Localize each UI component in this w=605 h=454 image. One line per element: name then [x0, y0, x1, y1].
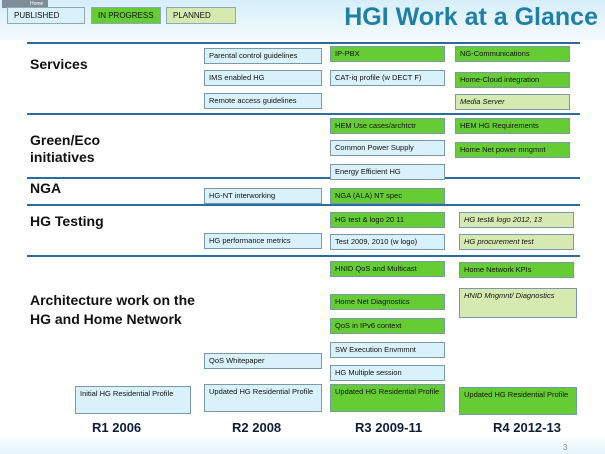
item-qos-whitepaper: QoS Whitepaper — [204, 353, 322, 369]
item-media-server: Media Server — [455, 94, 570, 110]
item-sw-execution-env: SW Execution Envmmnt — [330, 342, 445, 358]
item-updated-hg-profile-r2: Updated HG Residential Profile — [204, 384, 322, 412]
section-architecture: Architecture work on the HG and Home Network — [30, 292, 195, 327]
divider-line — [27, 177, 580, 179]
section-nga: NGA — [30, 180, 62, 196]
footer-background — [0, 435, 605, 454]
release-r1: R1 2006 — [92, 420, 142, 435]
item-qos-ipv6: QoS in IPv6 context — [330, 318, 445, 334]
item-ng-communications: NG-Communications — [455, 46, 570, 62]
item-updated-hg-profile-r3: Updated HG Residential Profile — [330, 384, 445, 412]
section-hg-testing: HG Testing — [30, 213, 104, 229]
item-home-network-kpis: Home Network KPIs — [459, 262, 574, 278]
section-green-eco: Green/Eco initiatives — [30, 132, 101, 165]
item-home-net-diagnostics: Home Net Diagnostics — [330, 294, 445, 310]
item-hem-hg-requirements: HEM HG Requirements — [455, 118, 570, 134]
item-hem-use-cases: HEM Use cases/archtctr — [330, 118, 445, 134]
divider-line — [27, 113, 580, 115]
item-hg-procurement-test: HG procurement test — [459, 234, 574, 250]
divider-line — [27, 204, 580, 206]
item-nga-nt-spec: NGA (ALA) NT spec — [330, 188, 445, 204]
item-updated-hg-profile-r4: Updated HG Residential Profile — [459, 387, 577, 415]
item-hg-test-logo-2012: HG test& logo 2012, 13 — [459, 212, 574, 228]
item-hg-multiple-session: HG Multiple session — [330, 365, 445, 381]
item-cat-iq-profile: CAT-iq profile (w DECT F) — [330, 70, 445, 86]
item-initial-hg-profile: Initial HG Residential Profile — [75, 386, 191, 414]
section-services: Services — [30, 56, 88, 72]
item-parental-control: Parental control guidelines — [204, 48, 322, 64]
page-number: 3 — [563, 443, 568, 452]
legend-in-progress: IN PROGRESS — [91, 7, 161, 24]
page-title: HGI Work at a Glance — [344, 3, 598, 31]
item-hg-nt-interworking: HG-NT interworking — [204, 188, 322, 204]
release-r4: R4 2012-13 — [493, 420, 561, 435]
item-hnid-qos-multicast: HNID QoS and Multicast — [330, 261, 445, 277]
divider-line — [27, 42, 580, 44]
release-r2: R2 2008 — [232, 420, 282, 435]
item-hg-test-logo-2011: HG test & logo 20 11 — [330, 212, 445, 228]
item-home-net-power: Home Net power mngmnt — [455, 142, 570, 158]
legend-planned: PLANNED — [166, 7, 236, 24]
release-r3: R3 2009-11 — [355, 420, 423, 435]
item-hnid-mngmnt-diagnostics: HNID Mngmnt/ Diagnostics — [459, 288, 577, 318]
item-common-power-supply: Common Power Supply — [330, 140, 445, 156]
legend-published: PUBLISHED — [7, 7, 85, 24]
item-home-cloud: Home-Cloud integration — [455, 72, 570, 88]
item-energy-efficient-hg: Energy Efficient HG — [330, 164, 445, 180]
logo-text: Home — [30, 1, 44, 7]
item-ims-enabled-hg: IMS enabled HG — [204, 70, 322, 86]
item-remote-access: Remote access guidelines — [204, 93, 322, 109]
divider-line — [27, 255, 580, 257]
item-test-2009-2010: Test 2009, 2010 (w logo) — [330, 234, 445, 250]
item-ip-pbx: IP-PBX — [330, 46, 445, 62]
item-hg-performance-metrics: HG performance metrics — [204, 233, 322, 249]
